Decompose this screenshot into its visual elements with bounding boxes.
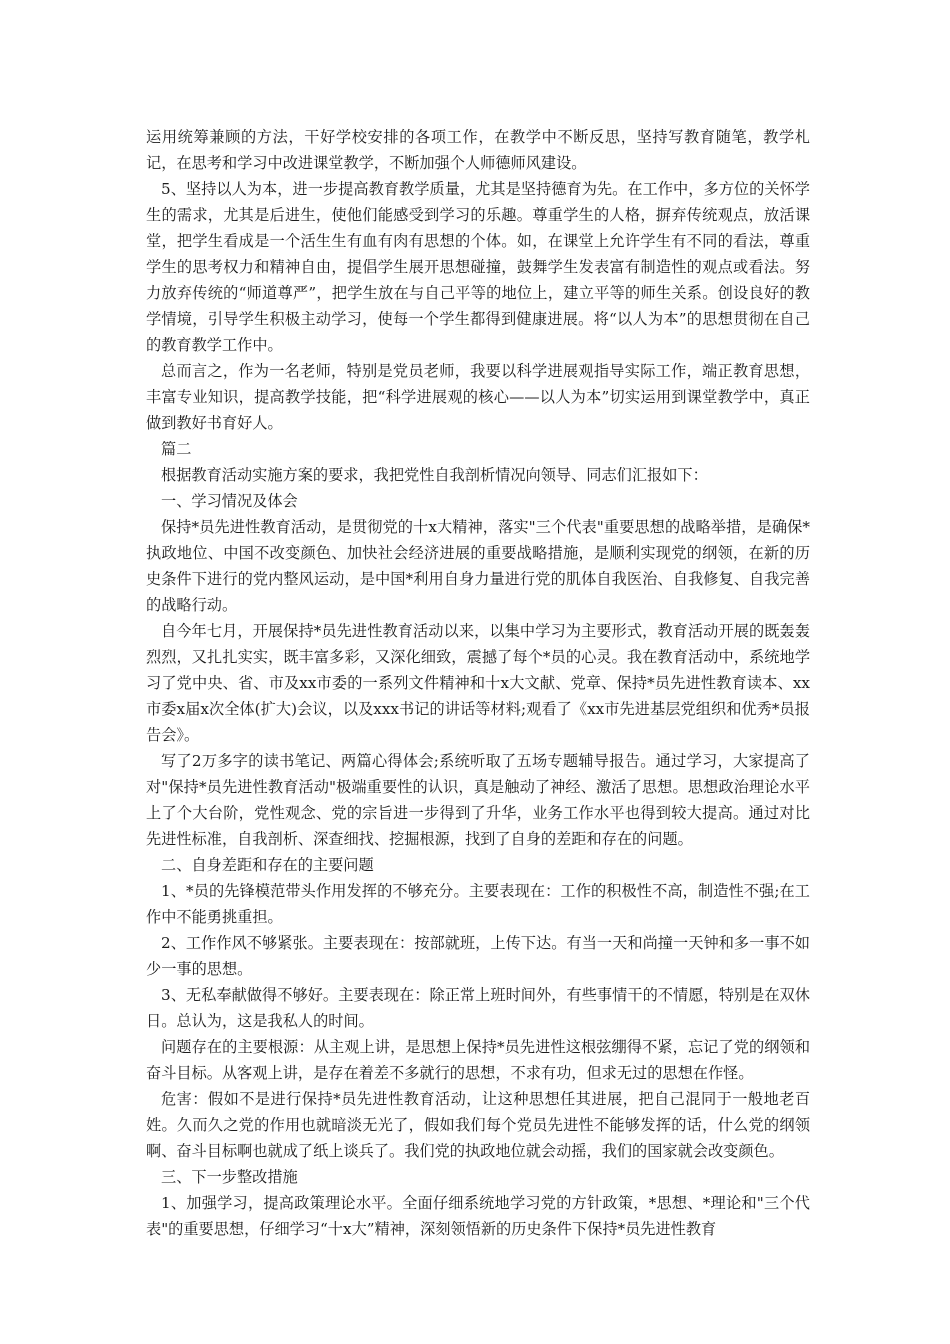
paragraph-study-1: 保持*员先进性教育活动，是贯彻党的十x大精神，落实"三个代表"重要思想的战略举措，是确保*执政地位、中国不改变颜色、加快社会经济进展的重要战略措施，是顺利实现党的纲领，在新的历史条件下进行的党内整风运动，是中国*利用自身力量进行党的肌体自我医治、自我修复、自我完善的战略行动。 (146, 518, 810, 614)
document-page (146, 124, 810, 1242)
heading-study-situation: 一、学习情况及体会 (161, 492, 298, 510)
paragraph-point-5: 5、坚持以人为本，进一步提高教育教学质量，尤其是坚持德育为先。在工作中，多方位的关怀学生的需求，尤其是后进生，使他们能感受到学习的乐趣。尊重学生的人格，摒弃传统观点，放活课堂，把学生看成是一个活生生有血有肉有思想的个体。如，在课堂上允许学生有不同的看法，尊重学生的思考权力和精神自由，提倡学生展开思想碰撞，鼓舞学生发表富有制造性的观点或看法。努力放弃传统的“师道尊严”，把学生放在与自己平等的地位上，建立平等的师生关系。创设良好的教学情境，引导学生积极主动学习，使每一个学生都得到健康进展。将“以人为本”的思想贯彻在自己的教育教学工作中。 (146, 180, 810, 354)
paragraph-step-1: 1、加强学习，提高政策理论水平。全面仔细系统地学习党的方针政策，*思想、*理论和"三个代表"的重要思想，仔细学习“十x大”精神，深刻领悟新的历史条件下保持*员先进性教育 (146, 1194, 810, 1238)
paragraph-study-3: 写了2万多字的读书笔记、两篇心得体会;系统听取了五场专题辅导报告。通过学习，大家提高了对"保持*员先进性教育活动"极端重要性的认识，真是触动了神经、激活了思想。思想政治理论水平上了个大台阶，党性观念、党的宗旨进一步得到了升华，业务工作水平也得到较大提高。通过对比先进性标准，自我剖析、深查细找、挖掘根源，找到了自身的差距和存在的问题。 (146, 752, 810, 848)
paragraph-summary: 总而言之，作为一名老师，特别是党员老师，我要以科学进展观指导实际工作，端正教育思想，丰富专业知识，提高教学技能，把“科学进展观的核心——以人为本”切实运用到课堂教学中，真正做到教好书育好人。 (146, 362, 810, 432)
paragraph-harm: 危害：假如不是进行保持*员先进性教育活动，让这种思想任其进展，把自己混同于一般地老百姓。久而久之党的作用也就暗淡无光了，假如我们每个党员先进性不能够发挥的话，什么党的纲领啊、奋斗目标啊也就成了纸上谈兵了。我们党的执政地位就会动摇，我们的国家就会改变颜色。 (146, 1090, 810, 1160)
heading-problems: 二、自身差距和存在的主要问题 (161, 856, 374, 874)
paragraph-problem-3: 3、无私奉献做得不够好。主要表现在：除正常上班时间外，有些事情干的不情愿，特别是在双休日。总认为，这是我私人的时间。 (146, 986, 810, 1030)
section-heading-part-two: 篇二 (161, 440, 192, 458)
heading-next-steps: 三、下一步整改措施 (161, 1168, 298, 1186)
paragraph-problem-1: 1、*员的先锋模范带头作用发挥的不够充分。主要表现在：工作的积极性不高，制造性不强;在工作中不能勇挑重担。 (146, 882, 810, 926)
paragraph-study-2: 自今年七月，开展保持*员先进性教育活动以来，以集中学习为主要形式，教育活动开展的既轰轰烈烈，又扎扎实实，既丰富多彩，又深化细致，震撼了每个*员的心灵。我在教育活动中，系统地学习了党中央、省、市及xx市委的一系列文件精神和十x大文献、党章、保持*员先进性教育读本、xx市委x届x次全体(扩大)会议，以及xxx书记的讲话等材料;观看了《xx市先进基层党组织和优秀*员报告会》。 (146, 622, 810, 744)
paragraph-problem-2: 2、工作作风不够紧张。主要表现在：按部就班，上传下达。有当一天和尚撞一天钟和多一事不如少一事的思想。 (146, 934, 810, 978)
paragraph-intro: 根据教育活动实施方案的要求，我把党性自我剖析情况向领导、同志们汇报如下： (161, 466, 708, 484)
paragraph-continuation: 运用统筹兼顾的方法，干好学校安排的各项工作，在教学中不断反思，坚持写教育随笔，教学札记，在思考和学习中改进课堂教学，不断加强个人师德师风建设。 (146, 128, 810, 172)
paragraph-root-cause: 问题存在的主要根源：从主观上讲，是思想上保持*员先进性这根弦绷得不紧，忘记了党的纲领和奋斗目标。从客观上讲，是存在着差不多就行的思想，不求有功，但求无过的思想在作怪。 (146, 1038, 810, 1082)
